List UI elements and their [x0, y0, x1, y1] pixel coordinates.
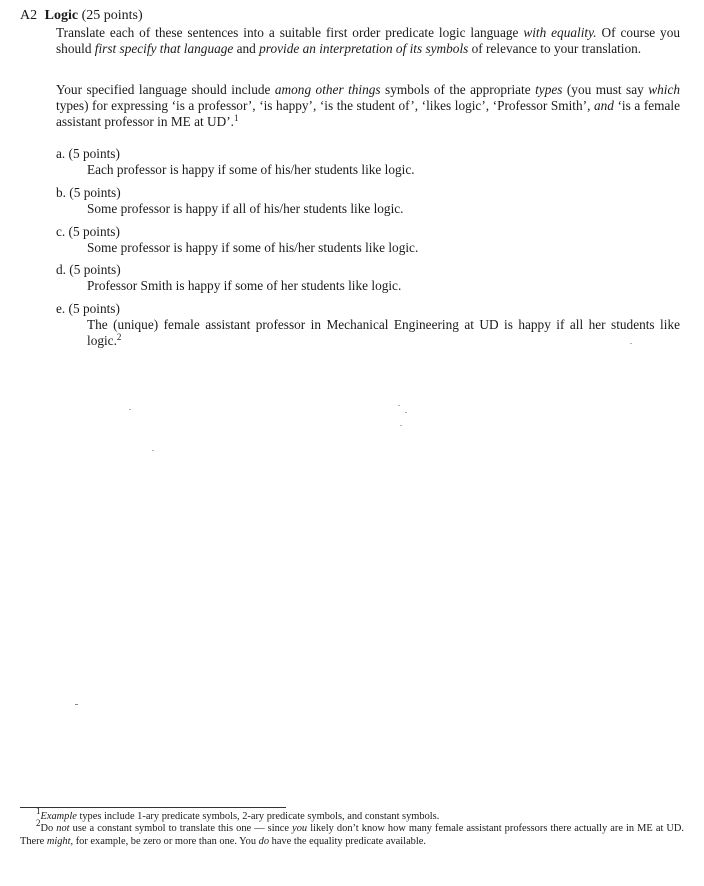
- footnote-ref-2: 2: [116, 332, 122, 343]
- problem-heading: [20, 8, 143, 24]
- question-label: a. (5 points): [56, 146, 120, 161]
- second-text-2: symbols of the appropriate: [380, 82, 536, 97]
- scan-speck: [630, 343, 632, 344]
- question-text: Some professor is happy if some of his/her students like logic.: [87, 240, 419, 256]
- scan-speck: [152, 450, 154, 451]
- second-emphasis-1: among other things: [274, 82, 381, 97]
- question-text: The (unique) female assistant professor in Mechanical Engineering at UD is happy if all her students like logic.: [87, 317, 680, 349]
- footnote-text: have the equality predicate available.: [269, 835, 426, 847]
- footnote-emphasis: you: [292, 823, 308, 834]
- second-text-1: Your specified language should include: [56, 82, 275, 97]
- problem-title: Logic: [44, 8, 79, 23]
- scan-speck: [75, 704, 78, 705]
- intro-text-1: Translate each of these sentences into a suitable first order predicate logic language: [56, 25, 524, 40]
- footnote-text: likely don’t know how many female assistant professors there actually are in ME at UD. There: [20, 823, 685, 847]
- scan-speck: [129, 409, 131, 410]
- second-emphasis-4: and: [593, 98, 614, 114]
- question-item: [56, 301, 680, 350]
- footnote-1: [20, 806, 684, 824]
- question-item: [56, 185, 680, 217]
- question-text-block: [87, 317, 680, 349]
- second-text-3: (you must say: [562, 82, 649, 97]
- question-label: b. (5 points): [56, 185, 121, 200]
- footnote-rule: [20, 807, 286, 808]
- language-paragraph: [56, 82, 680, 131]
- scan-speck: [398, 405, 400, 406]
- question-label: d. (5 points): [56, 262, 121, 277]
- second-text-4: types) for expressing ‘is a professor’, ‘is happy’, ‘is the student of’, ‘likes logic’, ‘Professor Smith’,: [56, 98, 594, 114]
- footnote-text: use a constant symbol to translate this one — since: [69, 823, 293, 834]
- problem-points: (25 points): [81, 8, 143, 23]
- footnote-2: [20, 818, 685, 848]
- instructions-paragraph: [56, 25, 680, 57]
- intro-text-4: of relevance to your translation.: [468, 41, 642, 57]
- question-item: [56, 146, 680, 178]
- second-emphasis-3: which: [648, 82, 680, 97]
- scan-speck: [405, 412, 407, 413]
- footnote-emphasis: Example: [40, 811, 77, 822]
- footnote-text: Do: [40, 823, 57, 834]
- scan-speck: [400, 425, 402, 426]
- second-emphasis-2: types: [535, 82, 563, 97]
- question-label: e. (5 points): [56, 301, 120, 316]
- footnote-mark: 2: [36, 818, 41, 828]
- question-text: Some professor is happy if all of his/her students like logic.: [87, 201, 404, 217]
- footnote-emphasis: not: [56, 823, 70, 834]
- question-text: Each professor is happy if some of his/her students like logic.: [87, 162, 415, 178]
- intro-emphasis-1: with equality.: [523, 25, 597, 40]
- footnote-mark: 1: [36, 806, 41, 816]
- question-item: [56, 262, 680, 294]
- question-text: Professor Smith is happy if some of her students like logic.: [87, 278, 402, 294]
- intro-emphasis-3: provide an interpretation of its symbols: [259, 41, 469, 57]
- footnote-emphasis: do: [258, 835, 270, 847]
- question-item: [56, 224, 680, 256]
- footnote-text: types include 1-ary predicate symbols, 2-ary predicate symbols, and constant symbols.: [76, 811, 440, 822]
- question-label: c. (5 points): [56, 224, 120, 239]
- second-text-5: ‘is a female assistant professor in ME at UD’.: [56, 98, 681, 130]
- problem-number: A2: [20, 8, 38, 23]
- footnote-emphasis: might: [46, 835, 71, 847]
- intro-text-3: and: [233, 41, 260, 57]
- intro-emphasis-2: first specify that language: [94, 41, 234, 57]
- footnote-text: , for example, be zero or more than one. You: [70, 835, 259, 847]
- intro-text-2: Of course you should: [56, 25, 681, 57]
- footnote-ref-1: 1: [234, 113, 239, 124]
